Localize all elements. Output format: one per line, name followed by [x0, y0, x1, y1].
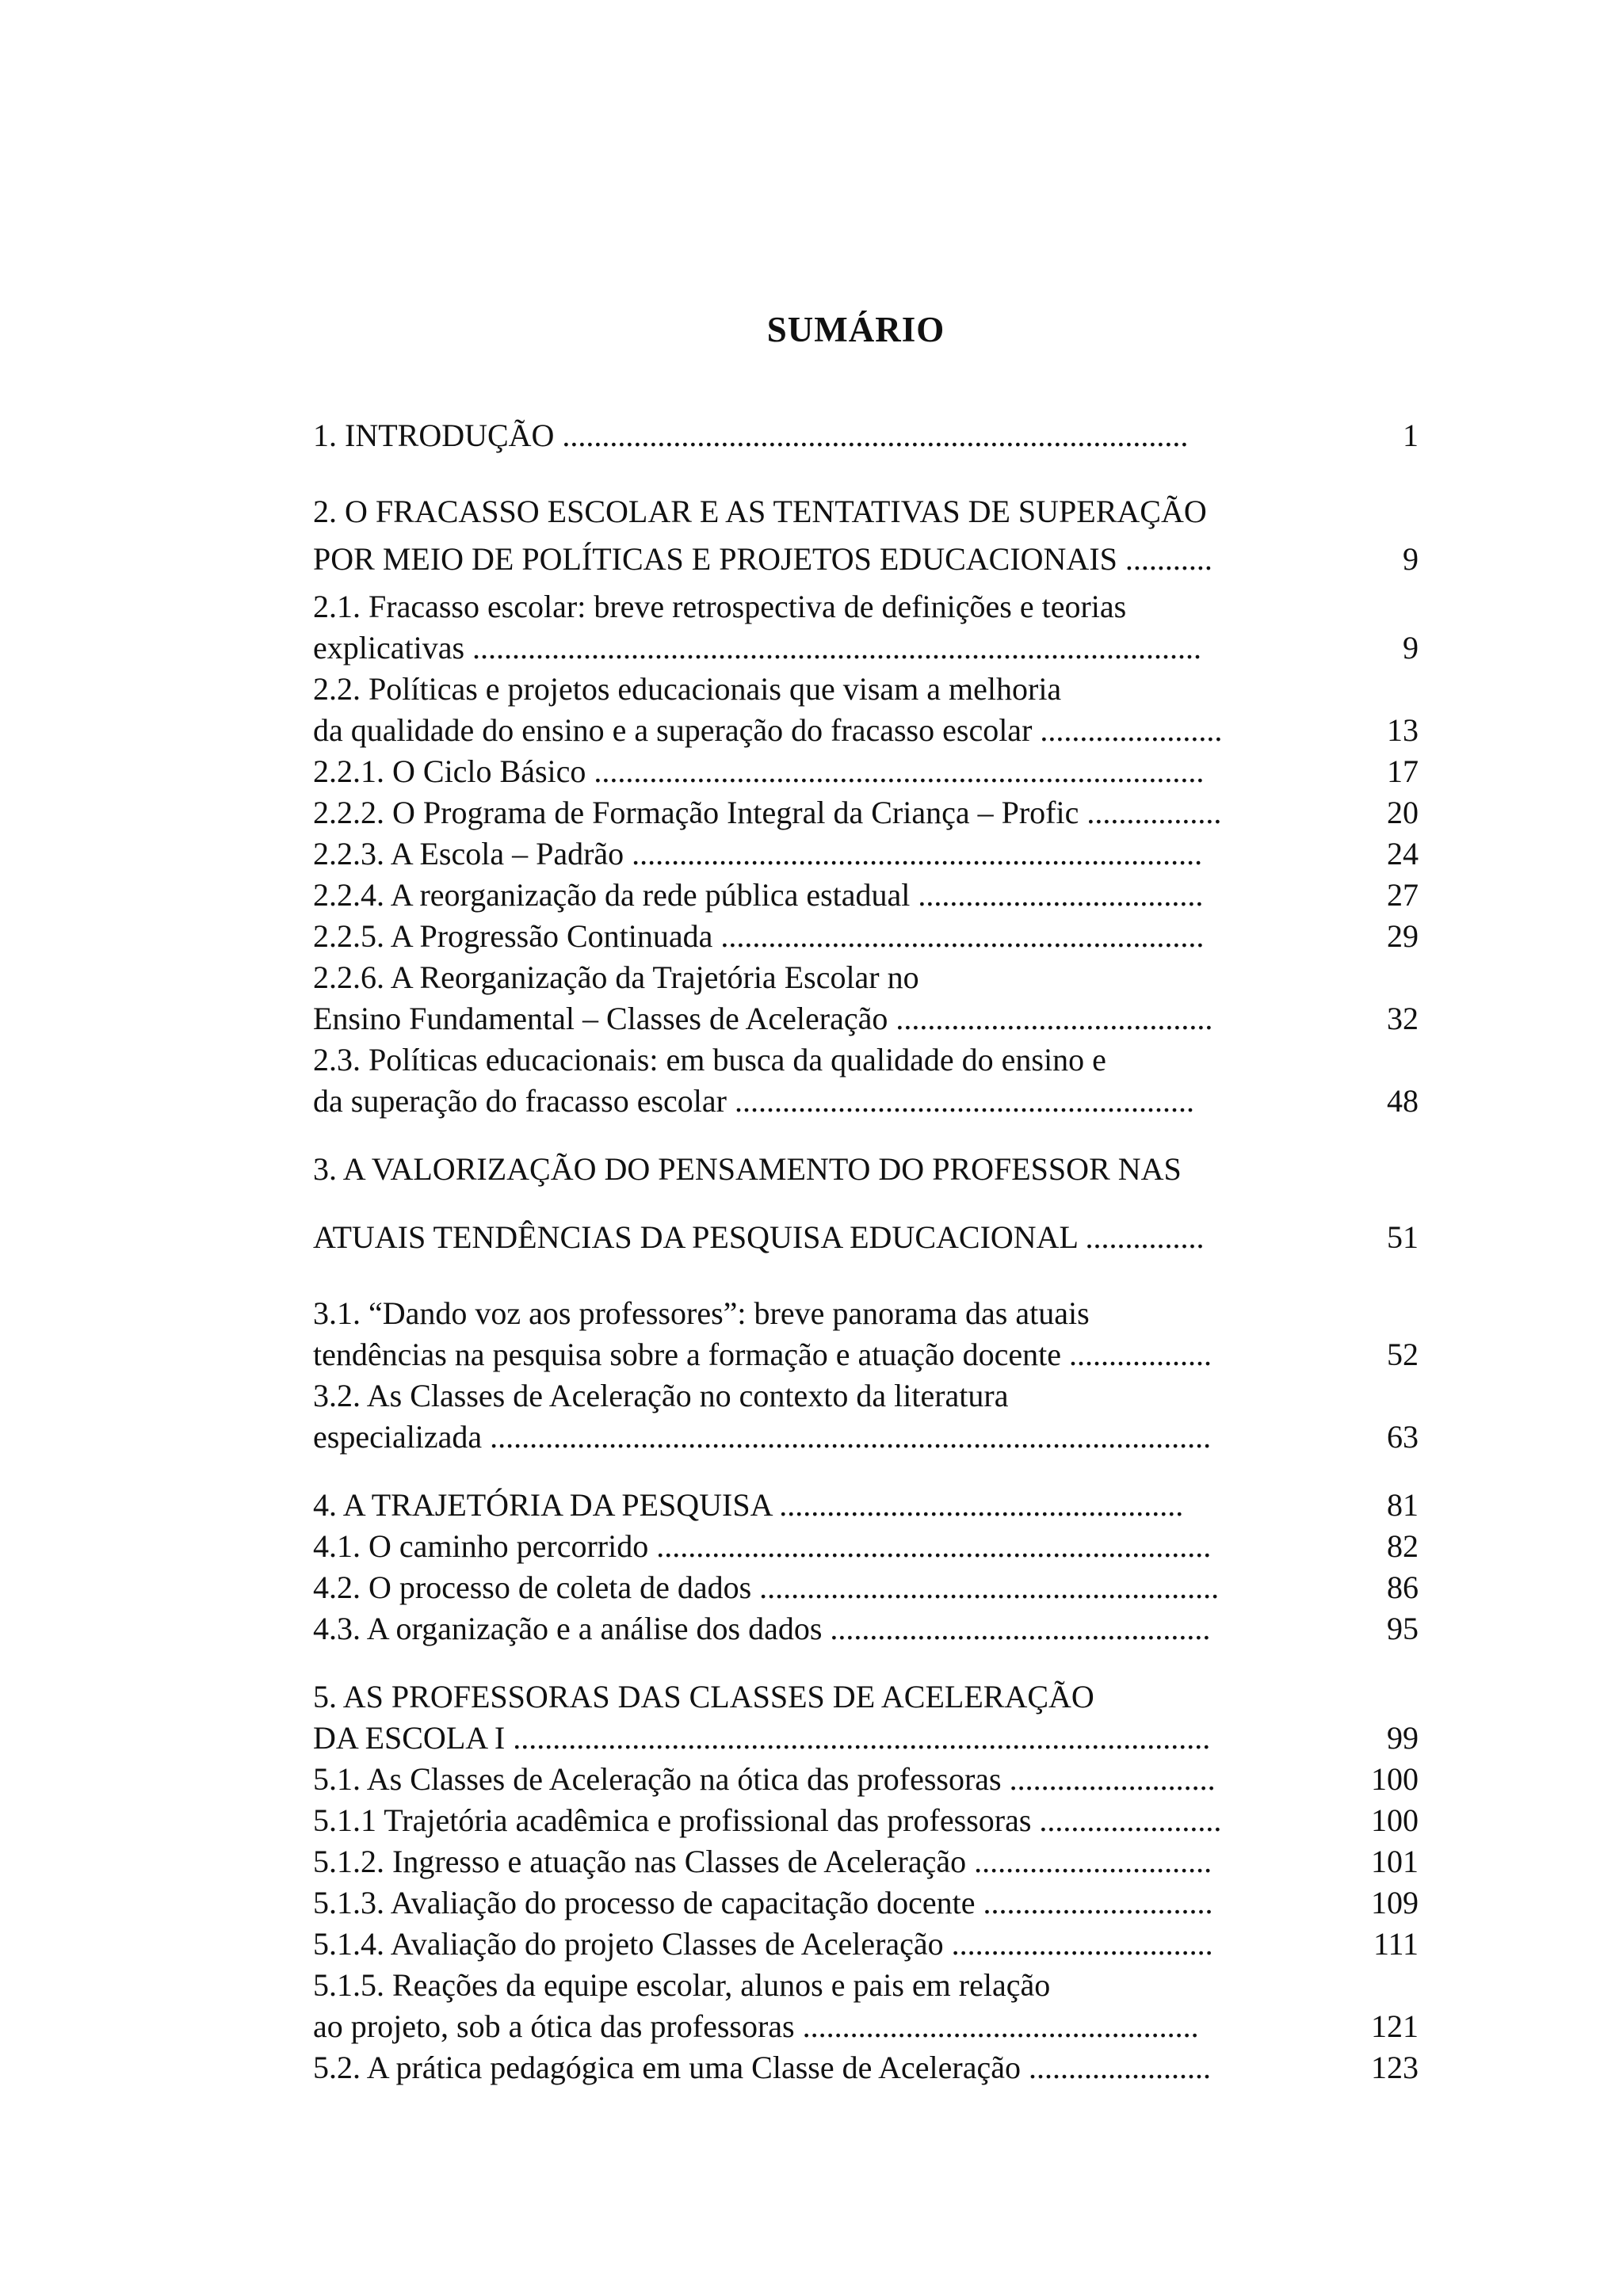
- toc-entry-text: 2. O FRACASSO ESCOLAR E AS TENTATIVAS DE SUPERAÇÃO: [313, 494, 1207, 529]
- toc-entry-text: da qualidade do ensino e a superação do fracasso escolar .......................: [313, 712, 1223, 748]
- toc-entry: [313, 1485, 1419, 1526]
- toc-entry-text: especializada ...........................................................................................: [313, 1419, 1212, 1455]
- toc-entry-page: 121: [1371, 2008, 1419, 2044]
- toc-entry: [313, 875, 1419, 916]
- toc-entry-page: 63: [1387, 1419, 1419, 1455]
- toc-entry-text: ATUAIS TENDÊNCIAS DA PESQUISA EDUCACIONAL ...............: [313, 1219, 1205, 1255]
- toc-entry-text: 4.3. A organização e a análise dos dados ................................................: [313, 1611, 1211, 1646]
- toc-entry: [313, 2006, 1419, 2047]
- toc-entry-text: ao projeto, sob a ótica das professoras ..................................................: [313, 2008, 1199, 2044]
- toc-entry-page: 100: [1371, 1802, 1419, 1838]
- toc-entry-page: 123: [1371, 2050, 1419, 2085]
- toc-entry: [313, 833, 1419, 875]
- toc-entry: [313, 998, 1419, 1039]
- toc-entry-page: 1: [1403, 418, 1419, 453]
- toc-entry-page: 95: [1387, 1611, 1419, 1646]
- toc-entry-text: 5.1.3. Avaliação do processo de capacitação docente .............................: [313, 1885, 1213, 1920]
- toc-entry-text: 3.1. “Dando voz aos professores”: breve panorama das atuais: [313, 1295, 1090, 1331]
- toc-entry-text: explicativas ............................................................................................: [313, 630, 1202, 666]
- toc-entry-page: 52: [1387, 1337, 1419, 1372]
- toc-entry: [313, 792, 1419, 833]
- toc-entry: [313, 1417, 1419, 1458]
- toc-entry: [313, 1081, 1419, 1122]
- toc-entry-page: 111: [1373, 1926, 1419, 1962]
- toc-entry-text: 2.3. Políticas educacionais: em busca da qualidade do ensino e: [313, 1042, 1106, 1077]
- toc-entry: [313, 1334, 1419, 1375]
- toc-entry-text: 5.1.5. Reações da equipe escolar, alunos e pais em relação: [313, 1967, 1051, 2003]
- page-title: SUMÁRIO: [766, 310, 945, 349]
- toc-entry-text: 5.1.4. Avaliação do projeto Classes de Aceleração .................................: [313, 1926, 1213, 1962]
- toc-entry: [313, 1759, 1419, 1800]
- toc-entry: [313, 586, 1419, 627]
- toc-entry-text: DA ESCOLA I ........................................................................................: [313, 1720, 1211, 1756]
- toc-entry: [313, 1608, 1419, 1650]
- toc-entry-text: Ensino Fundamental – Classes de Aceleração ........................................: [313, 1001, 1213, 1036]
- toc-entry-page: 27: [1387, 877, 1419, 913]
- toc-entry: [313, 1841, 1419, 1882]
- toc-entry-text: 1. INTRODUÇÃO ...............................................................................: [313, 418, 1189, 453]
- toc-entry-text: 2.2.4. A reorganização da rede pública estadual ....................................: [313, 877, 1204, 913]
- toc-entry: [313, 415, 1419, 456]
- toc-entry-text: 4.2. O processo de coleta de dados ..........................................................: [313, 1569, 1220, 1605]
- toc-entry-page: 20: [1387, 795, 1419, 830]
- toc-entry: [313, 1718, 1419, 1759]
- toc-entry: [313, 1800, 1419, 1841]
- toc-entry-text: POR MEIO DE POLÍTICAS E PROJETOS EDUCACIONAIS ...........: [313, 541, 1212, 577]
- toc-entry-page: 48: [1387, 1083, 1419, 1119]
- toc-entry-text: 3. A VALORIZAÇÃO DO PENSAMENTO DO PROFESSOR NAS: [313, 1151, 1182, 1187]
- toc-entry-text: 5. AS PROFESSORAS DAS CLASSES DE ACELERAÇÃO: [313, 1679, 1094, 1714]
- toc-entry: [313, 1293, 1419, 1334]
- table-of-contents: [313, 415, 1419, 2088]
- toc-entry-page: 100: [1371, 1761, 1419, 1797]
- toc-entry-page: 82: [1387, 1528, 1419, 1564]
- toc-entry-text: 2.2. Políticas e projetos educacionais que visam a melhoria: [313, 671, 1062, 707]
- toc-entry-text: 2.2.6. A Reorganização da Trajetória Escolar no: [313, 959, 919, 995]
- toc-entry-page: 13: [1387, 712, 1419, 748]
- toc-entry: [313, 1965, 1419, 2006]
- toc-entry-page: 9: [1403, 541, 1419, 577]
- toc-entry: [313, 1375, 1419, 1417]
- toc-entry-text: 2.2.2. O Programa de Formação Integral da Criança – Profic .................: [313, 795, 1222, 830]
- toc-entry-page: 17: [1387, 753, 1419, 789]
- toc-entry: [313, 1149, 1419, 1190]
- toc-entry: [313, 1526, 1419, 1567]
- toc-entry-text: 2.2.5. A Progressão Continuada .............................................................: [313, 918, 1205, 954]
- toc-entry-page: 32: [1387, 1001, 1419, 1036]
- toc-entry: [313, 1676, 1419, 1718]
- toc-entry-text: 4.1. O caminho percorrido ......................................................................: [313, 1528, 1212, 1564]
- toc-entry: [313, 710, 1419, 751]
- toc-entry-text: 5.2. A prática pedagógica em uma Classe de Aceleração .......................: [313, 2050, 1211, 2085]
- toc-entry-page: 101: [1371, 1844, 1419, 1879]
- toc-entry-text: 5.1.2. Ingresso e atuação nas Classes de Aceleração ..............................: [313, 1844, 1212, 1879]
- toc-entry-text: 5.1. As Classes de Aceleração na ótica das professoras ..........................: [313, 1761, 1216, 1797]
- toc-entry: [313, 2047, 1419, 2088]
- toc-entry-page: 99: [1387, 1720, 1419, 1756]
- toc-entry: [313, 1924, 1419, 1965]
- toc-entry-text: da superação do fracasso escolar ..........................................................: [313, 1083, 1194, 1119]
- toc-entry: [313, 539, 1419, 580]
- toc-entry: [313, 916, 1419, 957]
- toc-entry-page: 86: [1387, 1569, 1419, 1605]
- toc-entry: [313, 957, 1419, 998]
- toc-entry: [313, 1039, 1419, 1081]
- toc-entry: [313, 1567, 1419, 1608]
- toc-entry: [313, 669, 1419, 710]
- toc-entry-page: 29: [1387, 918, 1419, 954]
- toc-entry-page: 109: [1371, 1885, 1419, 1920]
- toc-entry-text: tendências na pesquisa sobre a formação e atuação docente ..................: [313, 1337, 1212, 1372]
- toc-entry: [313, 1217, 1419, 1258]
- toc-entry-text: 2.1. Fracasso escolar: breve retrospectiva de definições e teorias: [313, 589, 1127, 624]
- toc-entry-text: 3.2. As Classes de Aceleração no contexto da literatura: [313, 1378, 1009, 1413]
- toc-entry: [313, 491, 1419, 532]
- toc-entry-page: 51: [1387, 1219, 1419, 1255]
- toc-entry: [313, 751, 1419, 792]
- toc-entry: [313, 627, 1419, 669]
- toc-entry-page: 9: [1403, 630, 1419, 666]
- toc-entry: [313, 1882, 1419, 1924]
- toc-entry-text: 2.2.3. A Escola – Padrão ........................................................................: [313, 836, 1203, 871]
- toc-entry-text: 5.1.1 Trajetória acadêmica e profissional das professoras .......................: [313, 1802, 1222, 1838]
- toc-entry-text: 4. A TRAJETÓRIA DA PESQUISA ...................................................: [313, 1487, 1184, 1523]
- toc-entry-page: 24: [1387, 836, 1419, 871]
- toc-entry-page: 81: [1387, 1487, 1419, 1523]
- toc-entry-text: 2.2.1. O Ciclo Básico .............................................................................: [313, 753, 1205, 789]
